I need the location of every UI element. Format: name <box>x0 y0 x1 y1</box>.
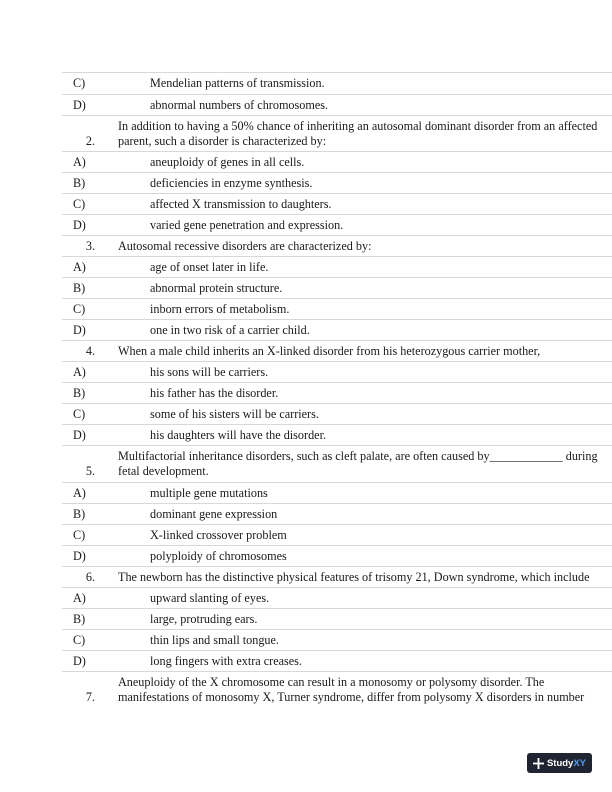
option-text: polyploidy of chromosomes <box>150 549 287 563</box>
question-number: 3. <box>85 239 95 253</box>
answer-option <box>62 151 612 172</box>
question-text <box>118 449 598 479</box>
option-label: C) <box>73 197 86 211</box>
answer-option <box>62 650 612 671</box>
option-label: B) <box>73 386 86 400</box>
option-text: some of his sisters will be carriers. <box>150 407 319 421</box>
option-text: his father has the disorder. <box>150 386 279 400</box>
option-text: abnormal protein structure. <box>150 281 283 295</box>
option-label: A) <box>73 365 86 379</box>
question-text: The newborn has the distinctive physical features of trisomy 21, Down syndrome, which include <box>118 570 590 584</box>
question-line: Aneuploidy of the X chromosome can result in a monosomy or polysomy disorder. The <box>118 675 545 689</box>
question-text: Autosomal recessive disorders are characterized by: <box>118 239 372 253</box>
option-label: A) <box>73 486 86 500</box>
answer-option <box>62 629 612 650</box>
option-text: upward slanting of eyes. <box>150 591 270 605</box>
option-text: long fingers with extra creases. <box>150 654 302 668</box>
question-4 <box>62 340 612 361</box>
option-text: abnormal numbers of chromosomes. <box>150 98 329 112</box>
answer-option <box>62 545 612 566</box>
option-text: multiple gene mutations <box>150 486 268 500</box>
option-text: affected X transmission to daughters. <box>150 197 332 211</box>
question-6 <box>62 566 612 587</box>
question-number: 6. <box>85 570 95 584</box>
answer-option <box>62 193 612 214</box>
answer-option <box>62 256 612 277</box>
question-line: parent, such a disorder is characterized by: <box>118 134 327 148</box>
option-text: his daughters will have the disorder. <box>150 428 327 442</box>
question-number: 4. <box>85 344 95 358</box>
option-label: B) <box>73 507 86 521</box>
answer-option <box>62 277 612 298</box>
option-text: inborn errors of metabolism. <box>150 302 290 316</box>
option-label: D) <box>73 98 86 112</box>
studyxy-badge[interactable] <box>527 753 592 773</box>
option-text: deficiencies in enzyme synthesis. <box>150 176 313 190</box>
badge-accent: XY <box>573 757 587 769</box>
option-text: his sons will be carriers. <box>150 365 269 379</box>
option-label: C) <box>73 302 86 316</box>
question-line: In addition to having a 50% chance of inheriting an autosomal dominant disorder from an affected <box>118 119 598 133</box>
answer-option <box>62 72 612 94</box>
option-label: A) <box>73 155 86 169</box>
answer-option <box>62 94 612 115</box>
question-3 <box>62 235 612 256</box>
answer-option <box>62 424 612 445</box>
question-text <box>118 675 584 705</box>
option-label: C) <box>73 76 86 90</box>
question-7 <box>62 671 612 711</box>
answer-option <box>62 482 612 503</box>
option-text: dominant gene expression <box>150 507 278 521</box>
option-text: Mendelian patterns of transmission. <box>150 76 325 90</box>
question-text: When a male child inherits an X-linked disorder from his heterozygous carrier mother, <box>118 344 541 358</box>
answer-option <box>62 403 612 424</box>
question-number: 7. <box>85 690 95 704</box>
question-number: 2. <box>85 134 95 148</box>
answer-option <box>62 172 612 193</box>
answer-option <box>62 382 612 403</box>
option-text: varied gene penetration and expression. <box>150 218 344 232</box>
option-label: D) <box>73 218 86 232</box>
option-text: aneuploidy of genes in all cells. <box>150 155 305 169</box>
plus-icon <box>533 758 544 769</box>
option-label: B) <box>73 612 86 626</box>
question-5 <box>62 445 612 482</box>
answer-option <box>62 524 612 545</box>
question-text <box>118 119 597 149</box>
option-label: D) <box>73 654 86 668</box>
question-line: fetal development. <box>118 464 209 478</box>
answer-option <box>62 319 612 340</box>
answer-option <box>62 503 612 524</box>
question-number: 5. <box>85 464 95 478</box>
question-2 <box>62 115 612 151</box>
answer-option <box>62 298 612 319</box>
option-label: A) <box>73 260 86 274</box>
answer-option <box>62 587 612 608</box>
option-label: C) <box>73 407 86 421</box>
question-line: Multifactorial inheritance disorders, such as cleft palate, are often caused by____________ during <box>118 449 598 463</box>
option-text: thin lips and small tongue. <box>150 633 279 647</box>
option-label: D) <box>73 323 86 337</box>
option-label: D) <box>73 428 86 442</box>
question-line: manifestations of monosomy X, Turner syndrome, differ from polysomy X disorders in number <box>118 690 585 704</box>
option-text: large, protruding ears. <box>150 612 258 626</box>
answer-option <box>62 214 612 235</box>
option-label: C) <box>73 528 86 542</box>
option-label: D) <box>73 549 86 563</box>
option-label: B) <box>73 281 86 295</box>
option-text: X-linked crossover problem <box>150 528 287 542</box>
option-text: one in two risk of a carrier child. <box>150 323 310 337</box>
option-label: B) <box>73 176 86 190</box>
answer-option <box>62 361 612 382</box>
option-label: A) <box>73 591 86 605</box>
badge-logo-text <box>547 758 586 769</box>
badge-brand: Study <box>546 757 574 769</box>
answer-option <box>62 608 612 629</box>
option-text: age of onset later in life. <box>150 260 269 274</box>
option-label: C) <box>73 633 86 647</box>
